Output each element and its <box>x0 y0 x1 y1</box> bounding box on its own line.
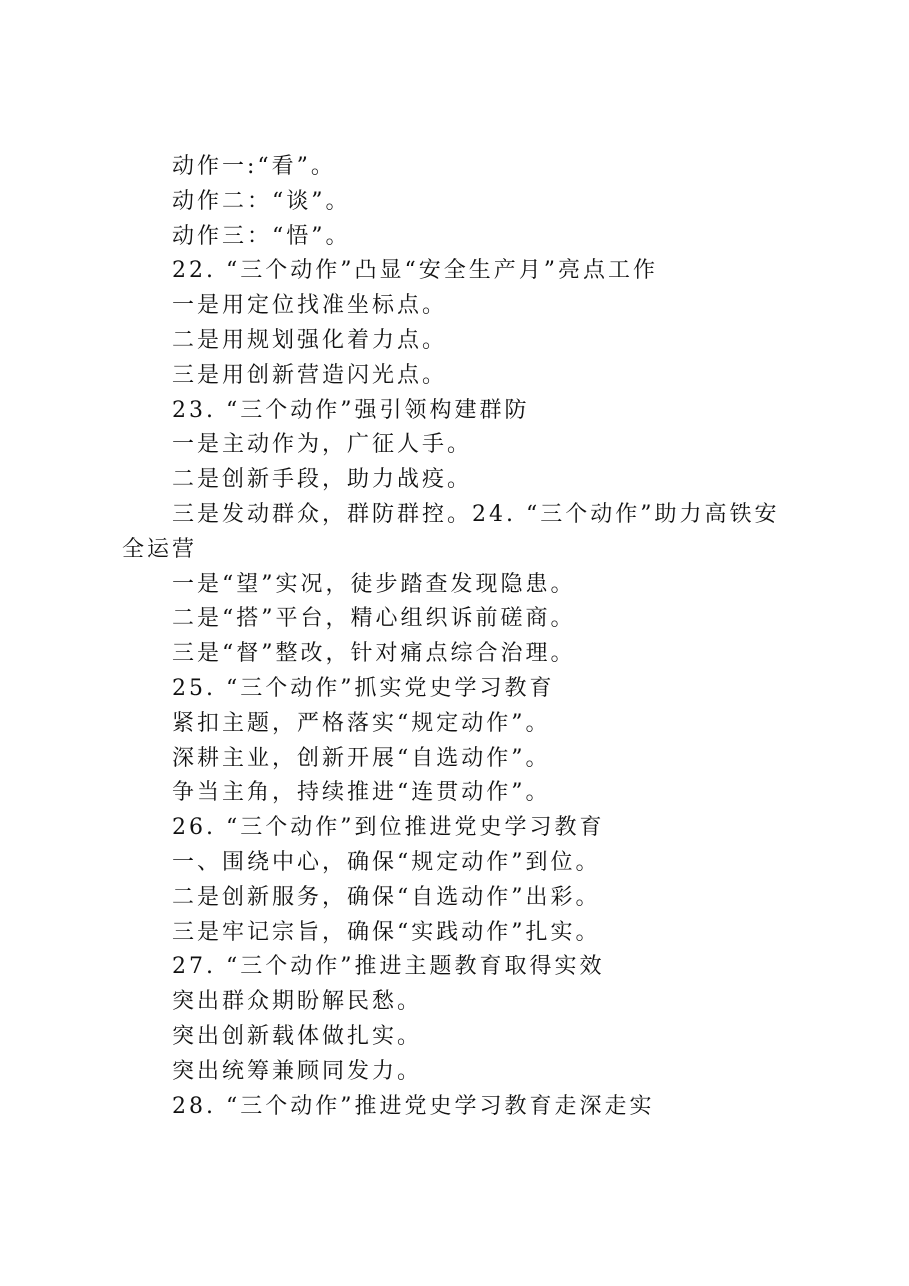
section-heading-25: 25. “三个动作”抓实党史学习教育 <box>172 675 555 701</box>
text-line: 三是用创新营造闪光点。 <box>172 362 448 388</box>
text-line: 紧扣主题，严格落实“规定动作”。 <box>172 710 551 736</box>
text-line: 三是发动群众，群防群控。24. “三个动作”助力高铁安 <box>172 501 780 527</box>
text-line: 深耕主业，创新开展“自选动作”。 <box>172 745 551 771</box>
text-line: 三是牢记宗旨，确保“实践动作”扎实。 <box>172 919 601 945</box>
text-line: 三是“督”整改，针对痛点综合治理。 <box>172 641 576 667</box>
text-line-continuation: 全运营 <box>122 536 198 562</box>
section-heading-27: 27. “三个动作”推进主题教育取得实效 <box>172 954 605 980</box>
section-heading-28: 28. “三个动作”推进党史学习教育走深走实 <box>172 1093 655 1119</box>
text-line: 突出创新载体做扎实。 <box>172 1023 423 1049</box>
text-line: 争当主角，持续推进“连贯动作”。 <box>172 780 551 806</box>
text-line: 二是“搭”平台，精心组织诉前磋商。 <box>172 606 576 632</box>
text-line: 二是用规划强化着力点。 <box>172 327 448 353</box>
section-heading-22: 22. “三个动作”凸显“安全生产月”亮点工作 <box>172 258 658 284</box>
text-line: 二是创新服务，确保“自选动作”出彩。 <box>172 884 601 910</box>
section-heading-26: 26. “三个动作”到位推进党史学习教育 <box>172 815 605 841</box>
text-line: 突出群众期盼解民愁。 <box>172 989 423 1015</box>
text-line: 动作二：“谈”。 <box>172 188 351 214</box>
section-heading-23: 23. “三个动作”强引领构建群防 <box>172 397 530 423</box>
text-line: 一是主动作为，广征人手。 <box>172 432 473 458</box>
text-line: 一是“望”实况，徒步踏查发现隐患。 <box>172 571 576 597</box>
text-line: 二是创新手段，助力战疫。 <box>172 467 473 493</box>
text-line: 一是用定位找准坐标点。 <box>172 293 448 319</box>
text-line: 动作三：“悟”。 <box>172 223 351 249</box>
document-body <box>122 150 802 1124</box>
text-line: 动作一:“看”。 <box>172 154 336 179</box>
text-line: 一、围绕中心，确保“规定动作”到位。 <box>172 849 601 875</box>
text-line: 突出统筹兼顾同发力。 <box>172 1058 423 1084</box>
